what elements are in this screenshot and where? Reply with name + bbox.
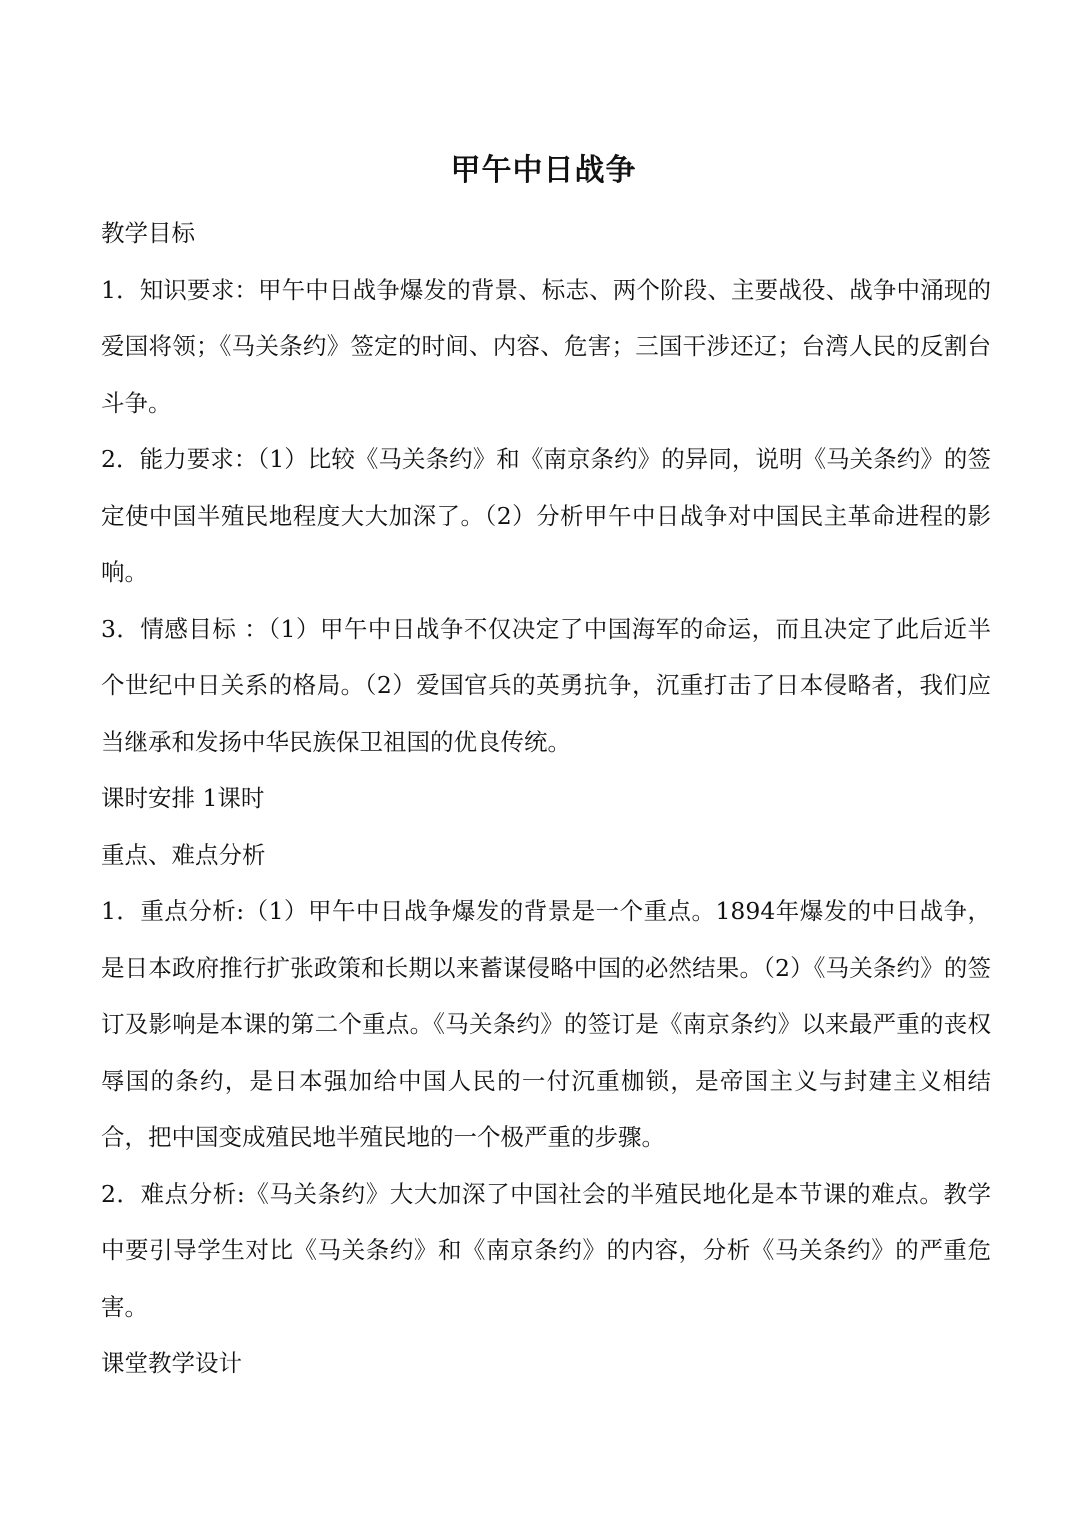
objective-ability: 2．能力要求：（1）比较《马关条约》和《南京条约》的异同，说明《马关条约》的签定使中国半殖民地程度大大加深了。（2）分析甲午中日战争对中国民主革命进程的影响。 <box>101 445 991 586</box>
heading-key-difficult-points: 重点、难点分析 <box>101 840 266 869</box>
objective-knowledge: 1．知识要求：甲午中日战争爆发的背景、标志、两个阶段、主要战役、战争中涌现的爱国将领；《马关条约》签定的时间、内容、危害；三国干涉还辽；台湾人民的反割台斗争。 <box>101 275 991 417</box>
document-body <box>101 205 991 1392</box>
heading-teaching-objectives: 教学目标 <box>101 219 195 247</box>
difficult-point-analysis: 2．难点分析:《马关条约》大大加深了中国社会的半殖民地化是本节课的难点。教学中要引导学生对比《马关条约》和《南京条约》的内容，分析《马关条约》的严重危害。 <box>101 1179 991 1321</box>
objective-emotion: 3．情感目标 ：（1）甲午中日战争不仅决定了中国海军的命运，而且决定了此后近半个世纪中日关系的格局。（2）爱国官兵的英勇抗争，沉重打击了日本侵略者，我们应当继承和发扬中华民族保卫祖国的优良传统。 <box>101 614 991 756</box>
heading-classroom-design: 课堂教学设计 <box>101 1349 242 1377</box>
key-point-analysis: 1．重点分析:（1）甲午中日战争爆发的背景是一个重点。1894年爆发的中日战争，是日本政府推行扩张政策和长期以来蓄谋侵略中国的必然结果。（2）《马关条约》的签订及影响是本课的第二个重点。《马关条约》的签订是《南京条约》以来最严重的丧权辱国的条约，是日本强加给中国人民的一付沉重枷锁，是帝国主义与封建主义相结合，把中国变成殖民地半殖民地的一个极严重的步骤。 <box>101 897 991 1151</box>
document-title: 甲午中日战争 <box>450 153 637 188</box>
heading-class-hours: 课时安排 1课时 <box>101 784 265 812</box>
